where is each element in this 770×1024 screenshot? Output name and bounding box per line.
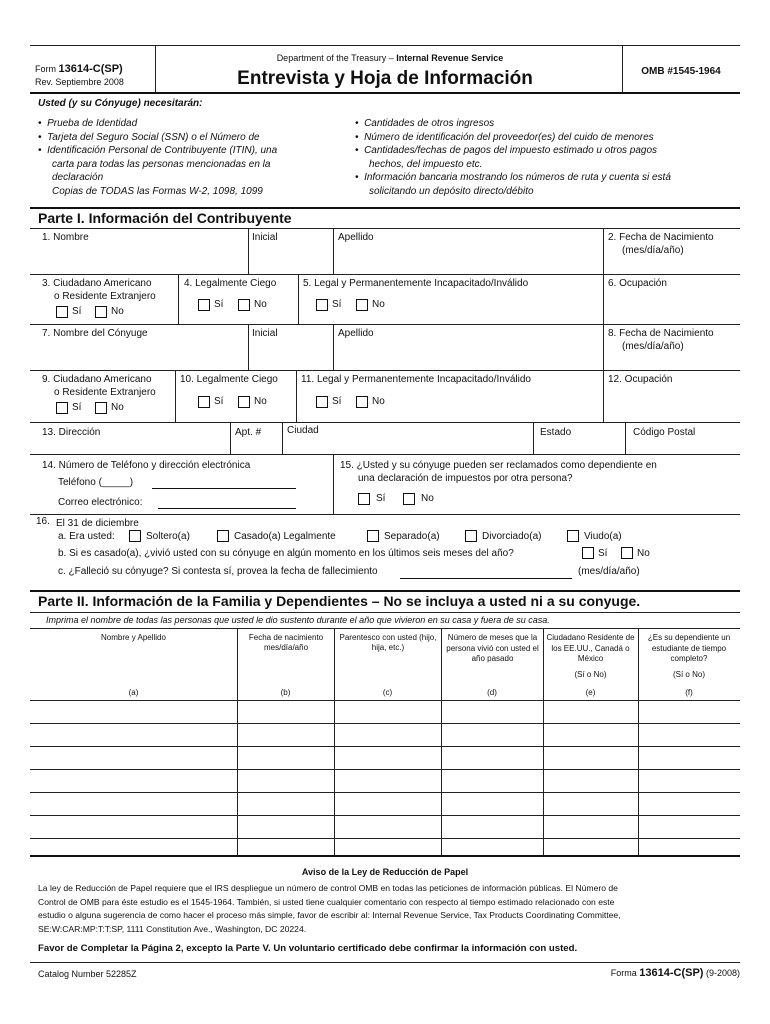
label-no: No (637, 548, 650, 559)
checkbox-5-no[interactable] (356, 299, 368, 311)
field-13-address[interactable]: 13. Dirección (42, 427, 101, 438)
needs-left-list (38, 117, 348, 198)
field-16-number: 16. (36, 516, 50, 527)
field-9-spouse-citizen: 9. Ciudadano Americano (42, 374, 152, 385)
label-married: Casado(a) Legalmente (234, 531, 336, 542)
notice-line: SE:W:CAR:MP:T:T:SP, 1111 Constitution Ave., Washington, DC 20224. (38, 923, 307, 934)
label-yes: Sí (214, 299, 224, 310)
field-city[interactable]: Ciudad (287, 425, 319, 436)
field-apt[interactable]: Apt. # (235, 427, 262, 438)
field-9-citizen-line2: o Residente Extranjero (54, 387, 156, 398)
phone-field[interactable] (152, 488, 296, 489)
checkbox-10-no[interactable] (238, 396, 250, 408)
email-label: Correo electrónico: (58, 497, 143, 508)
phone-label: Teléfono (_____) (58, 477, 134, 488)
col-letter: (f) (685, 688, 693, 697)
table-row[interactable] (30, 701, 740, 723)
checkbox-widowed[interactable] (567, 530, 579, 542)
label-no: No (254, 396, 267, 407)
revision-date: Rev. Septiembre 2008 (35, 77, 124, 87)
checkbox-16b-no[interactable] (621, 547, 633, 559)
label-divorced: Divorciado(a) (482, 531, 542, 542)
table-row[interactable] (30, 793, 740, 815)
field-16-heading: El 31 de diciembre (56, 518, 139, 529)
field-16a-label: a. Era usted: (58, 531, 115, 542)
checkbox-9-no[interactable] (95, 402, 107, 414)
department-line: Department of the Treasury – Internal Revenue Service (276, 53, 504, 63)
field-16b-label: b. Si es casado(a), ¿vivió usted con su cónyuge en algún momento en los últimos seis meses del año? (58, 548, 514, 559)
needs-item: • Información bancaria mostrando los números de ruta y cuenta si está (355, 172, 671, 183)
field-16c-label: c. ¿Falleció su cónyuge? Si contesta sí, provea la fecha de fallecimiento (58, 566, 378, 577)
field-14-contact: 14. Número de Teléfono y dirección electrónica (42, 460, 251, 471)
field-spouse-initial[interactable]: Inicial (252, 328, 278, 339)
notice-line: La ley de Reducción de Papel requiere que el IRS despliegue un número de control OMB en todas las peticiones de información públicas. El Número de (38, 883, 618, 893)
checkbox-married[interactable] (217, 530, 229, 542)
checkbox-3-no[interactable] (95, 306, 107, 318)
checkbox-16b-yes[interactable] (582, 547, 594, 559)
label-no: No (372, 299, 385, 310)
table-row[interactable] (30, 839, 740, 856)
date-format: (mes/día/año) (622, 245, 684, 256)
field-8-spouse-birthdate[interactable]: 8. Fecha de Nacimiento (608, 328, 714, 339)
label-separated: Separado(a) (384, 531, 440, 542)
label-yes: Sí (72, 402, 82, 413)
form-title: Entrevista y Hoja de Información (237, 68, 533, 89)
table-row[interactable] (30, 770, 740, 792)
notice-line: estudio o alguna sugerencia de como hacer el proceso más simple, favor de escribir al: Internal Revenue Service, Tax Products Coordinating Committee, (38, 910, 621, 920)
label-single: Soltero(a) (146, 531, 190, 542)
form-label: Form 13614-C(SP) (35, 63, 123, 75)
checkbox-separated[interactable] (367, 530, 379, 542)
label-yes: Sí (214, 396, 224, 407)
catalog-number: Catalog Number 52285Z (38, 969, 137, 979)
field-11-spouse-disabled: 11. Legal y Permanentemente Incapacitado/Inválido (301, 374, 531, 385)
email-field[interactable] (158, 508, 296, 509)
col-a-header: Nombre y Apellido (101, 633, 166, 642)
omb-number: OMB #1545-1964 (641, 66, 721, 77)
needs-item: declaración (52, 172, 104, 183)
label-no: No (111, 402, 124, 413)
needs-item: • Cantidades/fechas de pagos del impuesto estimado u otros pagos (355, 145, 658, 156)
needs-item: solicitando un depósito directo/débito (369, 185, 534, 197)
table-row[interactable] (30, 724, 740, 746)
needs-item: • Número de identificación del proveedor(es) del cuido de menores (355, 131, 654, 143)
checkbox-11-yes[interactable] (316, 396, 328, 408)
checkbox-4-yes[interactable] (198, 299, 210, 311)
checkbox-5-yes[interactable] (316, 299, 328, 311)
col-letter: (d) (487, 688, 497, 697)
checkbox-15-yes[interactable] (358, 493, 370, 505)
notice-body (38, 882, 743, 936)
label-no: No (254, 299, 267, 310)
footer-form-number: Forma 13614-C(SP) (9-2008) (610, 967, 740, 979)
col-d-header: Número de meses que la persona vivió con usted el año pasado (446, 633, 539, 663)
field-5-disabled: 5. Legal y Permanentemente Incapacitado/Inválido (303, 278, 529, 289)
field-15-dependent: 15. ¿Usted y su cónyuge pueden ser reclamados como dependiente en (340, 460, 657, 471)
field-7-spouse-name[interactable]: 7. Nombre del Cónyuge (42, 328, 148, 339)
label-yes: Sí (376, 493, 386, 504)
field-zip[interactable]: Código Postal (633, 427, 696, 438)
label-no: No (421, 493, 434, 504)
table-row[interactable] (30, 747, 740, 769)
checkbox-11-no[interactable] (356, 396, 368, 408)
notice-line: Control de OMB para éste estudio es el 1545-1964. También, si usted tiene cualquier comentario con respecto al tiempo estimado relacionado con este (38, 896, 615, 907)
checkbox-10-yes[interactable] (198, 396, 210, 408)
table-row[interactable] (30, 816, 740, 838)
needs-item: • Prueba de Identidad (38, 118, 138, 129)
part1-title: Parte I. Información del Contribuyente (38, 210, 292, 226)
needs-heading: Usted (y su Cónyuge) necesitarán: (38, 98, 203, 109)
checkbox-divorced[interactable] (465, 530, 477, 542)
field-state[interactable]: Estado (540, 427, 572, 438)
field-2-birthdate[interactable]: 2. Fecha de Nacimiento (608, 232, 714, 243)
needs-item: hechos, del impuesto etc. (369, 158, 483, 170)
notice-title: Aviso de la Ley de Reducción de Papel (301, 867, 469, 877)
col-e-header: Ciudadano Residente de los EE.UU., Canadá o México (546, 633, 635, 663)
notice-instruction: Favor de Completar la Página 2, excepto la Parte V. Un voluntario certificado debe confirmar la información con usted. (38, 943, 578, 954)
field-12-spouse-occupation[interactable]: 12. Ocupación (608, 374, 673, 385)
label-yes: Sí (332, 396, 342, 407)
needs-item: carta para todas las personas mencionadas en la (52, 158, 271, 170)
date-format: (mes/día/año) (622, 341, 684, 352)
field-initial[interactable]: Inicial (252, 232, 278, 243)
col-letter: (b) (280, 688, 291, 697)
field-3-citizen: 3. Ciudadano Americano (42, 278, 152, 289)
col-c-header: Parentesco con usted (hijo, hija, etc.) (339, 633, 437, 652)
checkbox-4-no[interactable] (238, 299, 250, 311)
field-3-citizen-line2: o Residente Extranjero (54, 291, 156, 302)
field-15-line2: una declaración de impuestos por otra persona? (358, 473, 573, 484)
field-1-name[interactable]: 1. Nombre (42, 232, 89, 243)
col-letter: (c) (382, 688, 393, 697)
label-yes: Sí (598, 548, 608, 559)
col-b-header: Fecha de nacimiento mes/día/año (248, 633, 324, 652)
label-no: No (372, 396, 385, 407)
needs-item: • Tarjeta del Seguro Social (SSN) o el Número de (38, 131, 260, 143)
checkbox-3-yes[interactable] (56, 306, 68, 318)
field-6-occupation[interactable]: 6. Ocupación (608, 278, 667, 289)
death-date-field[interactable] (400, 578, 572, 579)
col-letter: (a) (128, 688, 139, 697)
label-yes: Sí (72, 306, 82, 317)
needs-right-list (355, 117, 740, 198)
needs-item: • Identificación Personal de Contribuyente (ITIN), una (38, 145, 278, 156)
label-widowed: Viudo(a) (584, 531, 622, 542)
field-spouse-lastname[interactable]: Apellido (338, 328, 374, 339)
field-10-spouse-blind: 10. Legalmente Ciego (180, 374, 278, 385)
part2-instruction: Imprima el nombre de todas las personas que usted le dio sustento durante el año que vivieron en su casa y fuera de su casa. (46, 615, 550, 625)
col-e-subheader: (Sí o No) (574, 670, 607, 679)
col-f-header: ¿Es su dependiente un estudiante de tiempo completo? (647, 633, 731, 663)
field-lastname[interactable]: Apellido (338, 232, 374, 243)
part2-title: Parte II. Información de la Familia y Dependientes – No se incluya a usted ni a su conyuge. (38, 593, 641, 609)
needs-item: • Cantidades de otros ingresos (355, 118, 495, 129)
needs-item: Copias de TODAS las Formas W-2, 1098, 1099 (52, 185, 263, 197)
label-yes: Sí (332, 299, 342, 310)
checkbox-15-no[interactable] (403, 493, 415, 505)
field-4-blind: 4. Legalmente Ciego (184, 278, 277, 289)
checkbox-9-yes[interactable] (56, 402, 68, 414)
col-letter: (e) (585, 688, 596, 697)
col-f-subheader: (Sí o No) (672, 670, 705, 679)
checkbox-single[interactable] (129, 530, 141, 542)
death-date-format: (mes/día/año) (578, 566, 640, 577)
label-no: No (111, 306, 124, 317)
